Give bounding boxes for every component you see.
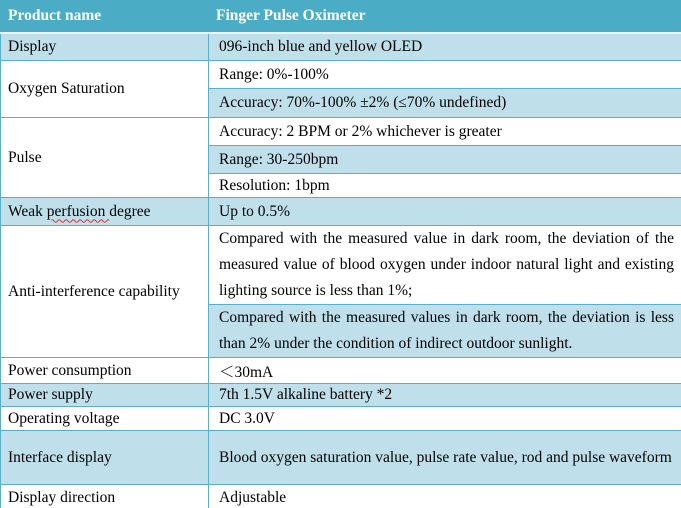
- row-operating-voltage: [1, 407, 681, 431]
- header-product-name: Product name: [1, 1, 209, 33]
- value-operating-voltage: DC 3.0V: [209, 407, 681, 431]
- value-display: 096-inch blue and yellow OLED: [209, 33, 681, 61]
- table-header-row: [1, 1, 681, 33]
- row-power-consumption: [1, 358, 681, 384]
- value-power-supply: 7th 1.5V alkaline battery *2: [209, 384, 681, 407]
- label-display: Display: [1, 33, 209, 61]
- label-anti-interference: Anti-interference capability: [1, 226, 209, 358]
- row-display-direction: [1, 485, 681, 508]
- label-weak-perfusion-degree: [1, 198, 209, 226]
- label-oxygen-saturation: Oxygen Saturation: [1, 61, 209, 118]
- value-oxygen-accuracy: Accuracy: 70%-100% ±2% (≤70% undefined): [209, 89, 681, 118]
- value-display-direction: Adjustable: [209, 485, 681, 508]
- row-oxygen-range: [1, 61, 681, 89]
- header-product-value: Finger Pulse Oximeter: [209, 1, 681, 33]
- label-power-consumption: Power consumption: [1, 358, 209, 384]
- label-interface-display: Interface display: [1, 431, 209, 485]
- value-weak-perfusion: Up to 0.5%: [209, 198, 681, 226]
- label-part-perfusion-misspelled: perfusion: [46, 202, 110, 220]
- row-power-supply: [1, 384, 681, 407]
- value-pulse-accuracy: Accuracy: 2 BPM or 2% whichever is greater: [209, 118, 681, 146]
- label-power-supply: Power supply: [1, 384, 209, 407]
- row-display: [1, 33, 681, 61]
- row-anti-interference-1: [1, 226, 681, 305]
- value-pulse-resolution: Resolution: 1bpm: [209, 174, 681, 198]
- label-part-weak: Weak: [8, 202, 47, 220]
- label-pulse: Pulse: [1, 118, 209, 198]
- label-display-direction: Display direction: [1, 485, 209, 508]
- row-weak-perfusion: [1, 198, 681, 226]
- label-operating-voltage: Operating voltage: [1, 407, 209, 431]
- row-interface-display: [1, 431, 681, 485]
- value-anti-interference-1: Compared with the measured value in dark room, the deviation of the measured value of blood oxygen under indoor natural light and existing lighting source is less than 1%;: [209, 226, 681, 305]
- label-part-degree: degree: [109, 202, 151, 220]
- value-power-consumption: ＜30mA: [209, 358, 681, 384]
- value-interface-display: Blood oxygen saturation value, pulse rate value, rod and pulse waveform: [209, 431, 681, 485]
- value-pulse-range: Range: 30-250bpm: [209, 146, 681, 174]
- value-oxygen-range: Range: 0%-100%: [209, 61, 681, 89]
- value-anti-interference-2: Compared with the measured values in dark room, the deviation is less than 2% under the condition of indirect outdoor sunlight.: [209, 305, 681, 358]
- row-pulse-accuracy: [1, 118, 681, 146]
